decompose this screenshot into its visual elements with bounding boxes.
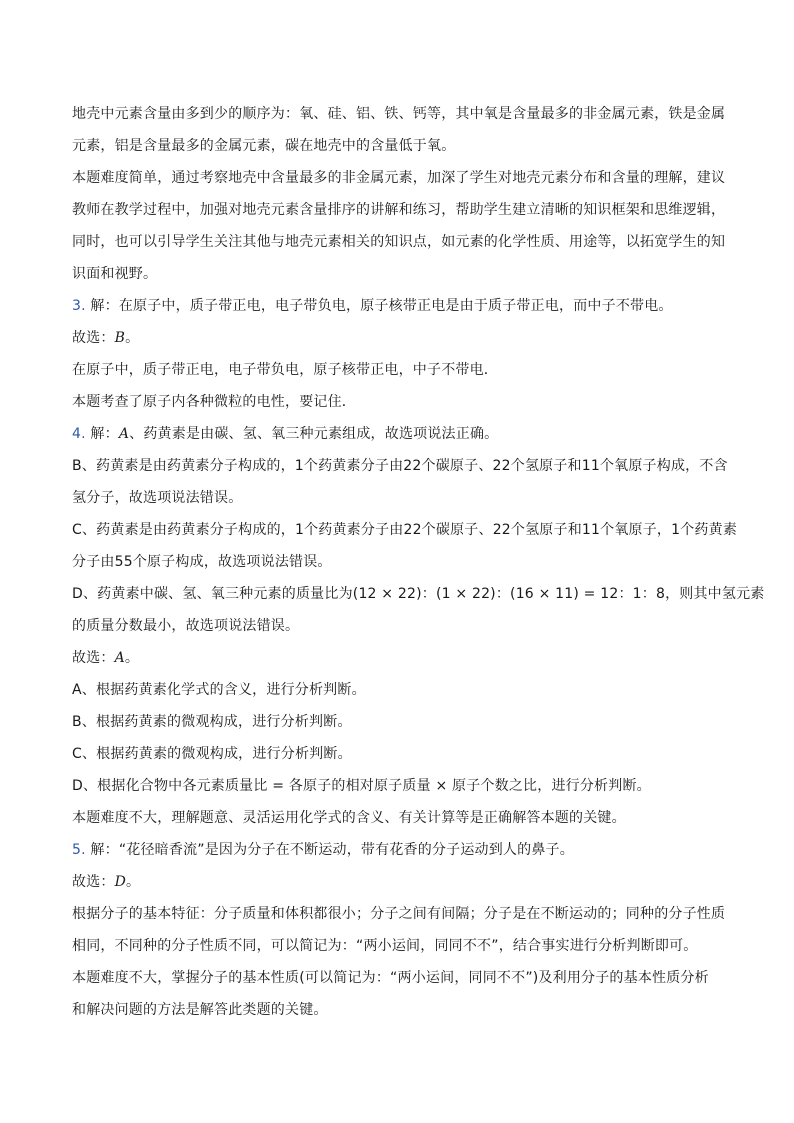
text-span: 解： [85,426,119,442]
question-number: 5. [72,842,86,858]
text-span: 在原子中，质子带正电，电子带负电，原子核带正电，中子不带电． [72,362,498,378]
text-span: 的质量分数最小，故选项说法错误。 [72,618,300,634]
text-line [72,450,728,482]
text-span: 元素，铝是含量最多的金属元素，碳在地壳中的含量低于氧。 [72,138,456,154]
text-line [72,258,724,290]
text-line [72,130,724,162]
text-span: 解：在原子中，质子带正电，电子带负电，原子核带正电是由于质子带正电，而中子不带电。 [85,298,673,314]
text-span: 。 [125,330,140,346]
text-line [72,642,724,674]
answer-letter: A [114,650,125,666]
text-line [72,482,724,514]
text-line [72,770,724,802]
text-line [72,162,724,194]
text-line [72,834,724,866]
text-line [72,930,724,962]
text-span: 。 [124,650,140,666]
answer-letter: A [118,426,130,442]
text-line [72,578,765,610]
answer-letter: D [114,874,127,890]
text-span: 本题难度简单，通过考察地壳中含量最多的非金属元素，加深了学生对地壳元素分布和含量的理解，建议 [72,170,726,186]
text-span: 故选： [72,874,115,890]
text-line [72,546,724,578]
question-number: 3. [72,298,86,314]
text-line [72,962,724,994]
text-span: 、药黄素是由碳、氢、氧三种元素组成，故选项说法正确。 [129,426,499,442]
text-line [72,994,724,1026]
text-span: 本题难度不大，掌握分子的基本性质(可以简记为：“两小运间，同同不不”)及利用分子的基本性质分析 [72,970,709,986]
text-span: A、根据药黄素化学式的含义，进行分析判断。 [72,682,366,698]
text-line [72,514,738,546]
text-line [72,802,724,834]
text-line [72,98,724,130]
text-span: 识面和视野。 [72,266,158,282]
text-span: 和解决问题的方法是解答此类题的关键。 [72,1002,328,1018]
text-line [72,418,724,450]
text-span: 故选： [72,330,115,346]
text-span: 本题难度不大，理解题意、灵活运用化学式的含义、有关计算等是正确解答本题的关键。 [72,810,626,826]
text-line [72,738,724,770]
text-span: 。 [126,874,141,890]
text-line [72,866,724,898]
text-line [72,322,724,354]
text-span: 故选： [72,650,115,666]
text-span: 教师在教学过程中，加强对地壳元素含量排序的讲解和练习，帮助学生建立清晰的知识框架和思维逻辑， [72,202,726,218]
text-line [72,386,724,418]
text-span: B、根据药黄素的微观构成，进行分析判断。 [72,714,352,730]
text-line [72,674,724,706]
text-span: B、药黄素是由药黄素分子构成的，1个药黄素分子由22个碳原子、22个氢原子和11个氧原子构成，不含 [72,458,728,474]
text-span: C、药黄素是由药黄素分子构成的，1个药黄素分子由22个碳原子、22个氢原子和11个氧原子，1个药黄素 [72,522,738,538]
text-span: 同时，也可以引导学生关注其他与地壳元素相关的知识点，如元素的化学性质、用途等，以拓宽学生的知 [72,234,726,250]
text-span: 解：“花径暗香流”是因为分子在不断运动，带有花香的分子运动到人的鼻子。 [85,842,574,858]
document-page [72,98,765,1026]
text-span: 相同，不同种的分子性质不同，可以简记为：“两小运间，同同不不”，结合事实进行分析判断即可。 [72,938,698,954]
text-line [72,226,724,258]
text-line [72,610,724,642]
text-line [72,354,724,386]
text-line [72,898,724,930]
text-line [72,706,724,738]
text-span: 氢分子，故选项说法错误。 [72,490,243,506]
text-line [72,290,724,322]
answer-letter: B [114,330,126,346]
text-span: 本题考查了原子内各种微粒的电性，要记住． [72,394,356,410]
text-span: 根据分子的基本特征：分子质量和体积都很小；分子之间有间隔；分子是在不断运动的；同种的分子性质 [72,906,726,922]
text-span: C、根据药黄素的微观构成，进行分析判断。 [72,746,352,762]
question-number: 4. [72,426,86,442]
text-span: D、药黄素中碳、氢、氧三种元素的质量比为(12 × 22)：(1 × 22)：(16 × 11) = 12：1：8，则其中氢元素 [72,586,765,602]
text-line [72,194,724,226]
text-span: 地壳中元素含量由多到少的顺序为：氧、硅、铝、铁、钙等，其中氧是含量最多的非金属元素，铁是金属 [72,106,726,122]
text-span: D、根据化合物中各元素质量比 = 各原子的相对原子质量 × 原子个数之比，进行分析判断。 [72,778,651,794]
text-span: 分子由55个原子构成，故选项说法错误。 [72,554,332,570]
